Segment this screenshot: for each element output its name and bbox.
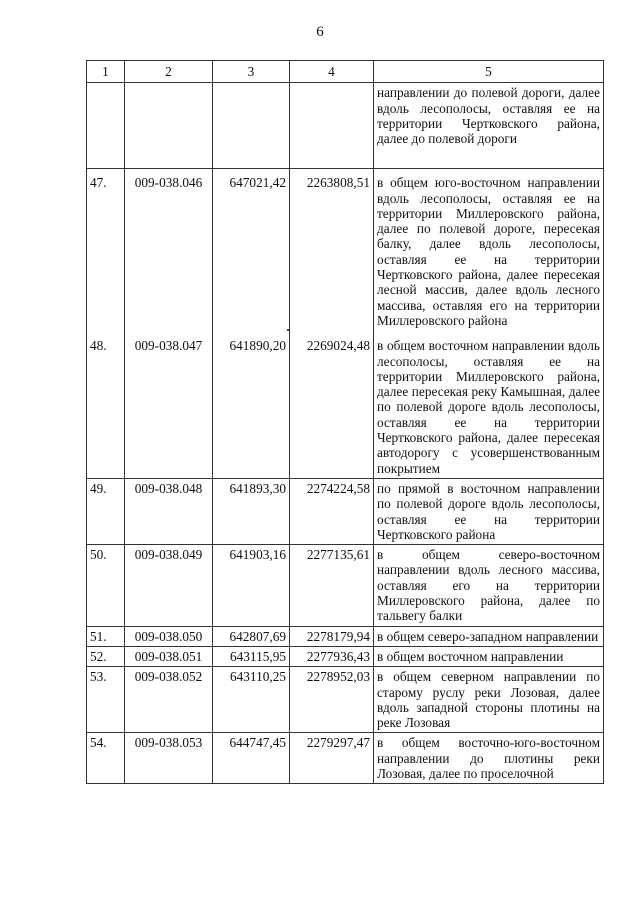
row-number: 51. [87, 626, 125, 646]
coord-x: 643110,25 [213, 667, 290, 733]
point-code: 009-038.048 [125, 478, 213, 544]
row-number: 52. [87, 646, 125, 666]
row-number: 50. [87, 545, 125, 626]
coord-y: 2277936,43 [290, 646, 374, 666]
table-row [87, 646, 604, 666]
point-code: 009-038.050 [125, 626, 213, 646]
table-row [87, 169, 604, 330]
description-cell: по прямой в восточном направлении по полевой дороге вдоль лесополосы, оставляя ее на территории Чертковского района [374, 478, 604, 544]
coord-y: 2278179,94 [290, 626, 374, 646]
coord-y: 2278952,03 [290, 667, 374, 733]
coord-x: 641893,30 [213, 478, 290, 544]
point-code: 009-038.046 [125, 169, 213, 330]
row-number: 53. [87, 667, 125, 733]
point-code: 009-038.053 [125, 733, 213, 784]
point-code: 009-038.049 [125, 545, 213, 626]
header-cell: 1 [87, 61, 125, 83]
coord-x: 643115,95 [213, 646, 290, 666]
description-cell: в общем юго-восточном направлении вдоль лесополосы, оставляя ее на территории Миллеровского района, далее по полевой дороге, пересекая балку, далее вдоль лесополосы, оставляя ее на территории Чертковского района, далее пересекая лесной массив, далее вдоль лесного массива, оставляя его на территории Миллеровского района [374, 169, 604, 330]
point-code: 009-038.047 [125, 330, 213, 478]
point-code: 009-038.052 [125, 667, 213, 733]
row-number: 49. [87, 478, 125, 544]
coord-x: 644747,45 [213, 733, 290, 784]
page-number: 6 [316, 24, 324, 40]
coord-x: 641890,20 [213, 330, 290, 478]
header-cell: 3 [213, 61, 290, 83]
table-row [87, 478, 604, 544]
description-cell: в общем северо-восточном направлении вдоль лесного массива, оставляя его на территории Миллеровского района, далее по тальвегу балки [374, 545, 604, 626]
coord-y: 2269024,48 [290, 330, 374, 478]
table-row [87, 330, 604, 478]
table-row [87, 626, 604, 646]
header-cell: 5 [374, 61, 604, 83]
header-cell: 4 [290, 61, 374, 83]
row-number: 54. [87, 733, 125, 784]
coord-x: 641903,16 [213, 545, 290, 626]
coord-x: 647021,42 [213, 169, 290, 330]
coord-y: 2274224,58 [290, 478, 374, 544]
coord-y: 2277135,61 [290, 545, 374, 626]
description-cell: в общем восточном направлении вдоль лесополосы, оставляя ее на территории Миллеровского района, далее пересекая реку Камышная, далее по полевой дороге вдоль лесополосы, оставляя ее на территории Чертковского района, далее пересекая автодорогу с усовершенствованным покрытием [374, 330, 604, 478]
row-number: 48. [87, 330, 125, 478]
header-row [87, 61, 604, 83]
description-cell: в общем северо-западном направлении [374, 626, 604, 646]
description-cell: в общем восточно-юго-восточном направлении до плотины реки Лозовая, далее по проселочной [374, 733, 604, 784]
table-row [87, 733, 604, 784]
row-number: 47. [87, 169, 125, 330]
description-cell: в общем восточном направлении [374, 646, 604, 666]
description-cell: в общем северном направлении по старому руслу реки Лозовая, далее вдоль западной стороны плотины на реке Лозовая [374, 667, 604, 733]
header-cell: 2 [125, 61, 213, 83]
table-row [87, 667, 604, 733]
table-row [87, 545, 604, 626]
description-cell: направлении до полевой дороги, далее вдоль лесополосы, оставляя ее на территории Чертковского района, далее до полевой дороги [374, 83, 604, 169]
coord-y: 2279297,47 [290, 733, 374, 784]
coord-x: 642807,69 [213, 626, 290, 646]
point-code: 009-038.051 [125, 646, 213, 666]
continuation-row [87, 83, 604, 169]
stray-dot [287, 329, 289, 331]
boundary-table [86, 60, 604, 784]
coord-y: 2263808,51 [290, 169, 374, 330]
